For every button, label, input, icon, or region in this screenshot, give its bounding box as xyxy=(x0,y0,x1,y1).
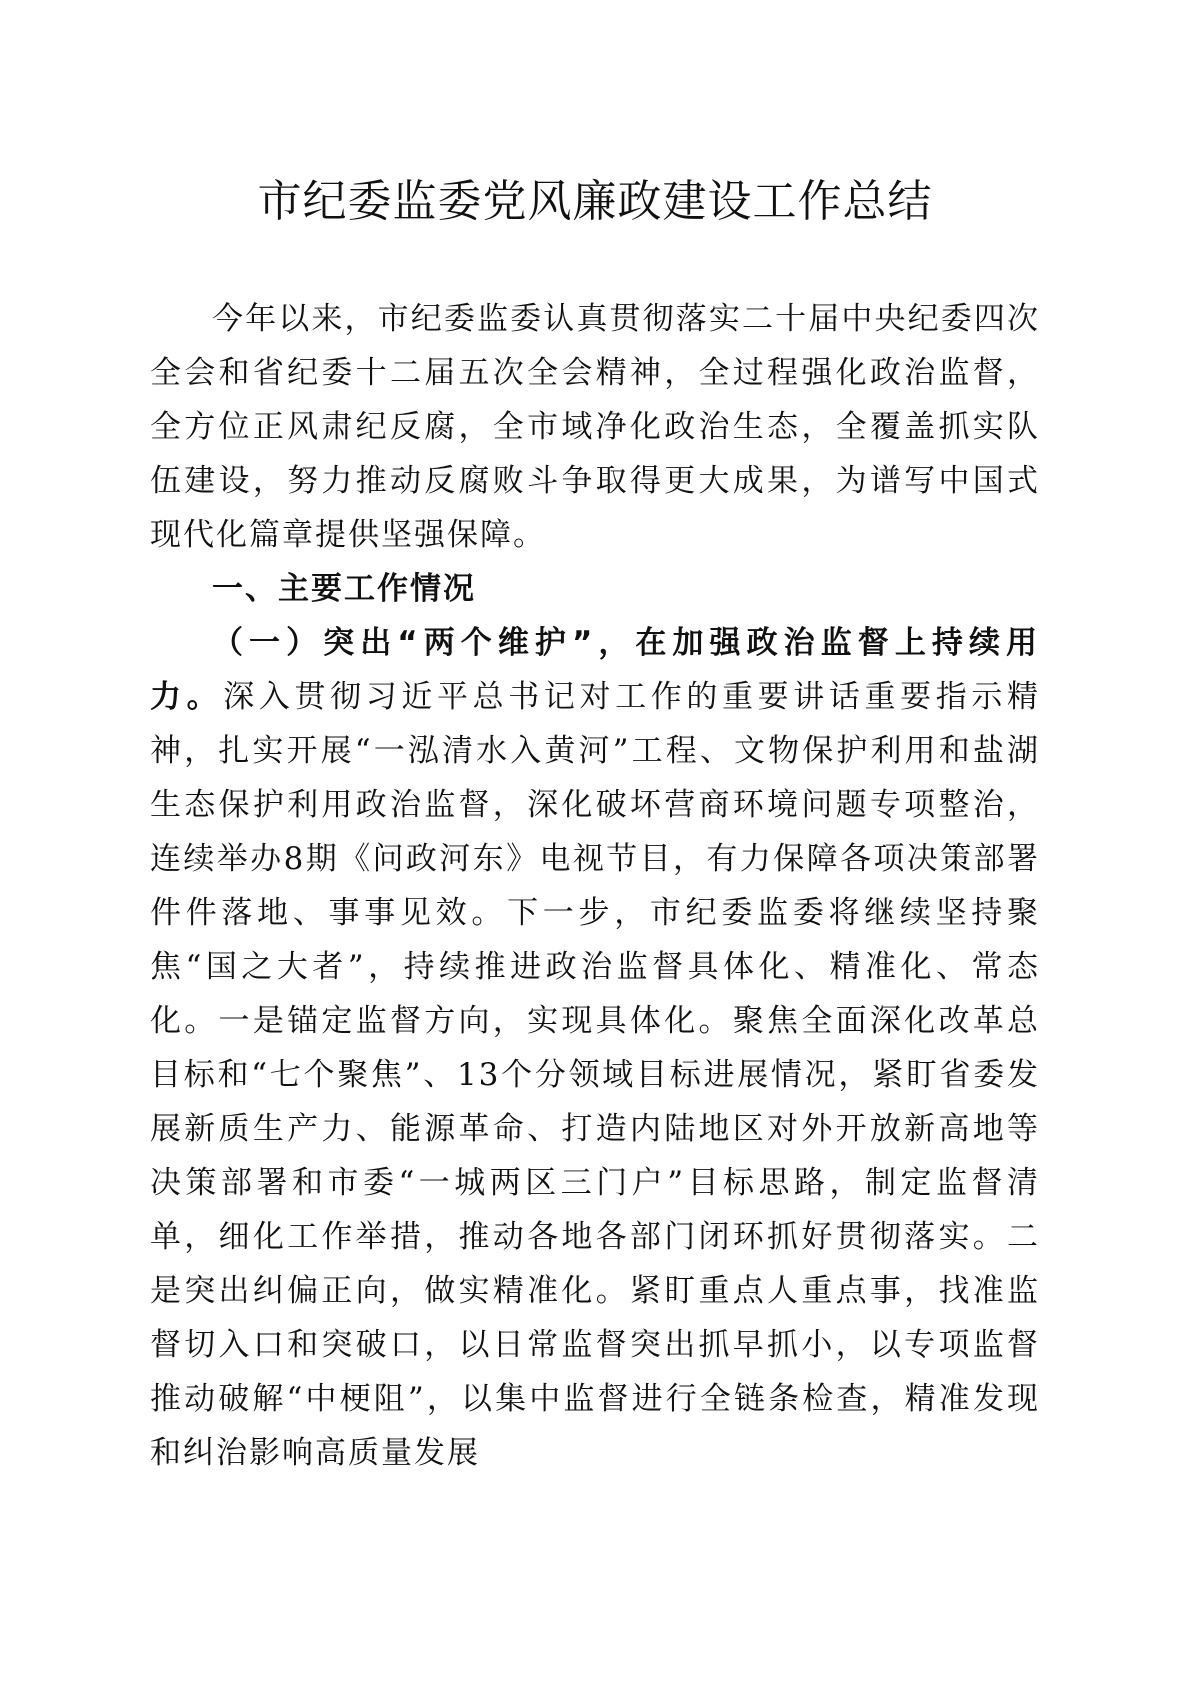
intro-paragraph: 今年以来，市纪委监委认真贯彻落实二十届中央纪委四次全会和省纪委十二届五次全会精神，全过程强化政治监督，全方位正风肃纪反腐，全市域净化政治生态，全覆盖抓实队伍建设，努力推动反腐败斗争取得更大成果，为谱写中国式现代化篇章提供坚强保障。 xyxy=(150,301,1040,553)
subsection-heading: （一）突出“两个维护”，在加强政治监督上持续用力。 xyxy=(150,625,1040,715)
section-heading: 一、主要工作情况 xyxy=(212,571,476,607)
subsection-body: 深入贯彻习近平总书记对工作的重要讲话重要指示精神，扎实开展“一泓清水入黄河”工程、文物保护利用和盐湖生态保护利用政治监督，深化破坏营商环境问题专项整治，连续举办8期《问政河东》电视节目，有力保障各项决策部署件件落地、事事见效。下一步，市纪委监委将继续坚持聚焦“国之大者”，持续推进政治监督具体化、精准化、常态化。一是锚定监督方向，实现具体化。聚焦全面深化改革总目标和“七个聚焦”、13个分领域目标进展情况，紧盯省委发展新质生产力、能源革命、打造内陆地区对外开放新高地等决策部署和市委“一城两区三门户”目标思路，制定监督清单，细化工作举措，推动各地各部门闭环抓好贯彻落实。二是突出纠偏正向，做实精准化。紧盯重点人重点事，找准监督切入口和突破口，以日常监督突出抓早抓小，以专项监督推动破解“中梗阻”，以集中监督进行全链条检查，精准发现和纠治影响高质量发展 xyxy=(150,679,1040,1471)
document-body xyxy=(150,292,1040,1480)
document-title: 市纪委监委党风廉政建设工作总结 xyxy=(257,176,933,227)
subsection-paragraph xyxy=(150,616,1040,1480)
